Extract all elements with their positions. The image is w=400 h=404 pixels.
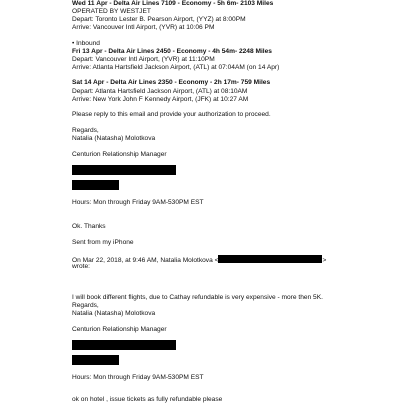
inbound1-arrive: Arrive: Atlanta Hartsfield Jackson Airport, (ATL) at 07:04AM (on 14 Apr) bbox=[72, 64, 280, 71]
outbound-arrive: Arrive: Vancouver Intl Airport, (YVR) at 10:06 PM bbox=[72, 24, 215, 31]
redaction-bar bbox=[72, 165, 176, 175]
inbound2-title: Sat 14 Apr - Delta Air Lines 2350 - Economy - 2h 17m- 759 Miles bbox=[72, 79, 271, 86]
inbound1-depart: Depart: Vancouver Intl Airport, (YVR) at 11:10PM bbox=[72, 56, 215, 63]
inbound2-depart: Depart: Atlanta Hartsfield Jackson Airport, (ATL) at 08:10AM bbox=[72, 88, 248, 95]
sender-title: Centurion Relationship Manager bbox=[72, 326, 167, 333]
sender-title: Centurion Relationship Manager bbox=[72, 151, 167, 158]
sender-name: Natalia (Natasha) Molotkova bbox=[72, 135, 156, 142]
outbound-depart: Depart: Toronto Lester B. Pearson Airport, (YYZ) at 8:00PM bbox=[72, 16, 246, 23]
quote-header bbox=[72, 255, 326, 265]
regards: Regards, bbox=[72, 302, 99, 309]
redaction-bar bbox=[72, 355, 119, 365]
hours: Hours: Mon through Friday 9AM-530PM EST bbox=[72, 374, 204, 381]
quote-header-suffix: > bbox=[322, 257, 327, 264]
regards: Regards, bbox=[72, 127, 99, 134]
redaction-bar bbox=[72, 180, 119, 190]
outbound-flight-title: Wed 11 Apr - Delta Air Lines 7109 - Economy - 5h 6m- 2103 Miles bbox=[72, 0, 274, 7]
sent-from: Sent from my iPhone bbox=[72, 239, 134, 246]
quote-header-prefix: On Mar 22, 2018, at 9:46 AM, Natalia Molotkova < bbox=[72, 257, 219, 264]
reply-ok: Ok. Thanks bbox=[72, 223, 106, 230]
hours: Hours: Mon through Friday 9AM-530PM EST bbox=[72, 199, 204, 206]
reply-request: Please reply to this email and provide your authorization to proceed. bbox=[72, 111, 271, 118]
redaction-bar bbox=[218, 255, 322, 263]
inbound2-arrive: Arrive: New York John F Kennedy Airport, (JFK) at 10:27 AM bbox=[72, 96, 249, 103]
sender-name: Natalia (Natasha) Molotkova bbox=[72, 310, 156, 317]
bottom-text: ok on hotel , issue tickets as fully refundable please bbox=[72, 396, 223, 403]
inbound1-title: Fri 13 Apr - Delta Air Lines 2450 - Economy - 4h 54m- 2248 Miles bbox=[72, 48, 272, 55]
wrote: wrote: bbox=[72, 263, 90, 270]
outbound-operated-by: OPERATED BY WESTJET bbox=[72, 8, 151, 15]
inbound-label: • Inbound bbox=[72, 40, 100, 47]
quote-body: I will book different flights, due to Cathay refundable is very expensive - more then 5K. bbox=[72, 294, 323, 301]
redaction-bar bbox=[72, 340, 176, 350]
